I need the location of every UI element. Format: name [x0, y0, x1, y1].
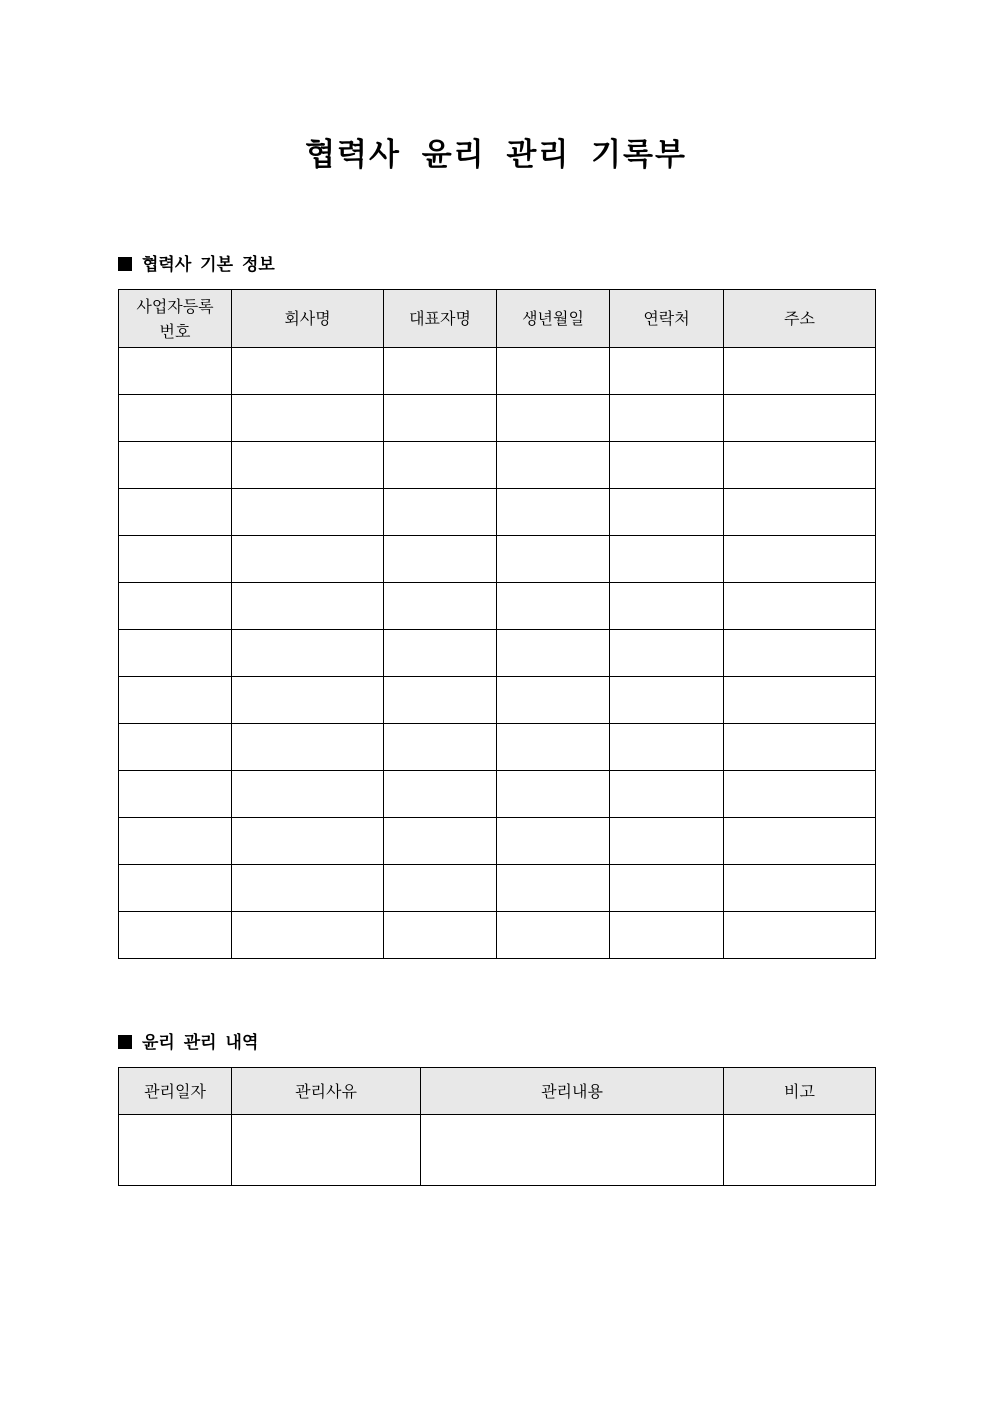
- table-cell[interactable]: [119, 912, 232, 959]
- table-cell[interactable]: [724, 912, 876, 959]
- table-row: [119, 1115, 876, 1186]
- table-cell[interactable]: [232, 771, 384, 818]
- square-bullet-icon: [118, 1035, 132, 1049]
- table-cell[interactable]: [232, 677, 384, 724]
- table-cell[interactable]: [384, 348, 497, 395]
- table-cell[interactable]: [497, 395, 610, 442]
- table-cell[interactable]: [724, 395, 876, 442]
- table-cell[interactable]: [724, 818, 876, 865]
- table-cell[interactable]: [384, 677, 497, 724]
- table-cell[interactable]: [610, 489, 724, 536]
- section-heading-ethics-log: [118, 1031, 258, 1055]
- table-cell[interactable]: [610, 912, 724, 959]
- table-header-row: [119, 1068, 876, 1115]
- table-row: [119, 724, 876, 771]
- document-title: 협력사 윤리 관리 기록부: [305, 137, 687, 173]
- table-row: [119, 865, 876, 912]
- table-cell[interactable]: [119, 630, 232, 677]
- table-header-row: [119, 290, 876, 348]
- table-cell[interactable]: [610, 630, 724, 677]
- table-cell[interactable]: [497, 442, 610, 489]
- partner-basic-info-table: [118, 289, 876, 959]
- table-cell[interactable]: [232, 1115, 421, 1186]
- table-cell[interactable]: [384, 771, 497, 818]
- table-cell[interactable]: [724, 1115, 876, 1186]
- table-cell[interactable]: [610, 771, 724, 818]
- table-cell[interactable]: [421, 1115, 724, 1186]
- table-cell[interactable]: [119, 348, 232, 395]
- table-cell[interactable]: [384, 583, 497, 630]
- table-cell[interactable]: [384, 395, 497, 442]
- table-cell[interactable]: [232, 724, 384, 771]
- table-cell[interactable]: [610, 348, 724, 395]
- table-cell[interactable]: [119, 677, 232, 724]
- table-cell[interactable]: [232, 630, 384, 677]
- column-header-business-number: 사업자등록 번호: [119, 290, 232, 348]
- table-cell[interactable]: [724, 442, 876, 489]
- table-cell[interactable]: [232, 442, 384, 489]
- table-cell[interactable]: [497, 583, 610, 630]
- table-cell[interactable]: [724, 630, 876, 677]
- table-row: [119, 630, 876, 677]
- table-cell[interactable]: [232, 489, 384, 536]
- table-cell[interactable]: [497, 630, 610, 677]
- table-cell[interactable]: [610, 442, 724, 489]
- table-cell[interactable]: [724, 536, 876, 583]
- table-row: [119, 583, 876, 630]
- table-cell[interactable]: [119, 583, 232, 630]
- table-cell[interactable]: [610, 818, 724, 865]
- table-cell[interactable]: [724, 489, 876, 536]
- table-cell[interactable]: [119, 1115, 232, 1186]
- table-cell[interactable]: [384, 489, 497, 536]
- table-cell[interactable]: [724, 724, 876, 771]
- table-cell[interactable]: [119, 395, 232, 442]
- table-row: [119, 348, 876, 395]
- table-cell[interactable]: [497, 677, 610, 724]
- table-cell[interactable]: [497, 348, 610, 395]
- column-header-management-reason: 관리사유: [232, 1068, 421, 1115]
- column-header-management-date: 관리일자: [119, 1068, 232, 1115]
- column-header-address: 주소: [724, 290, 876, 348]
- table-cell[interactable]: [724, 348, 876, 395]
- table-cell[interactable]: [724, 865, 876, 912]
- table-cell[interactable]: [119, 865, 232, 912]
- column-header-company-name: 회사명: [232, 290, 384, 348]
- table-cell[interactable]: [232, 912, 384, 959]
- table-cell[interactable]: [497, 536, 610, 583]
- column-header-remarks: 비고: [724, 1068, 876, 1115]
- table-cell[interactable]: [724, 771, 876, 818]
- table-cell[interactable]: [119, 442, 232, 489]
- table-cell[interactable]: [384, 442, 497, 489]
- table-row: [119, 536, 876, 583]
- table-cell[interactable]: [384, 818, 497, 865]
- table-cell[interactable]: [497, 818, 610, 865]
- table-cell[interactable]: [384, 865, 497, 912]
- table-cell[interactable]: [610, 677, 724, 724]
- table-cell[interactable]: [610, 583, 724, 630]
- table-row: [119, 677, 876, 724]
- column-header-birth-date: 생년월일: [497, 290, 610, 348]
- table-cell[interactable]: [119, 818, 232, 865]
- table-cell[interactable]: [232, 348, 384, 395]
- table-cell[interactable]: [119, 771, 232, 818]
- table-cell[interactable]: [497, 771, 610, 818]
- section-heading-basic-info: [118, 253, 275, 277]
- ethics-management-log-table: [118, 1067, 876, 1186]
- section-heading-text: 협력사 기본 정보: [142, 255, 275, 275]
- table-cell[interactable]: [232, 536, 384, 583]
- column-header-contact: 연락처: [610, 290, 724, 348]
- table-cell[interactable]: [610, 536, 724, 583]
- table-cell[interactable]: [119, 489, 232, 536]
- table-row: [119, 489, 876, 536]
- table-cell[interactable]: [497, 865, 610, 912]
- table-cell[interactable]: [232, 818, 384, 865]
- table-cell[interactable]: [610, 724, 724, 771]
- table-cell[interactable]: [232, 395, 384, 442]
- table-cell[interactable]: [497, 724, 610, 771]
- table-cell[interactable]: [610, 865, 724, 912]
- table-cell[interactable]: [232, 865, 384, 912]
- table-cell[interactable]: [384, 630, 497, 677]
- column-header-management-details: 관리내용: [421, 1068, 724, 1115]
- table-cell[interactable]: [497, 489, 610, 536]
- table-row: [119, 912, 876, 959]
- table-row: [119, 395, 876, 442]
- table-cell[interactable]: [724, 677, 876, 724]
- table-cell[interactable]: [497, 912, 610, 959]
- table-cell[interactable]: [119, 536, 232, 583]
- table-cell[interactable]: [384, 912, 497, 959]
- square-bullet-icon: [118, 257, 132, 271]
- column-header-representative-name: 대표자명: [384, 290, 497, 348]
- table-cell[interactable]: [610, 395, 724, 442]
- table-cell[interactable]: [384, 724, 497, 771]
- table-row: [119, 771, 876, 818]
- table-cell[interactable]: [232, 583, 384, 630]
- table-cell[interactable]: [724, 583, 876, 630]
- table-cell[interactable]: [384, 536, 497, 583]
- table-cell[interactable]: [119, 724, 232, 771]
- section-heading-text: 윤리 관리 내역: [142, 1033, 259, 1053]
- table-row: [119, 818, 876, 865]
- table-row: [119, 442, 876, 489]
